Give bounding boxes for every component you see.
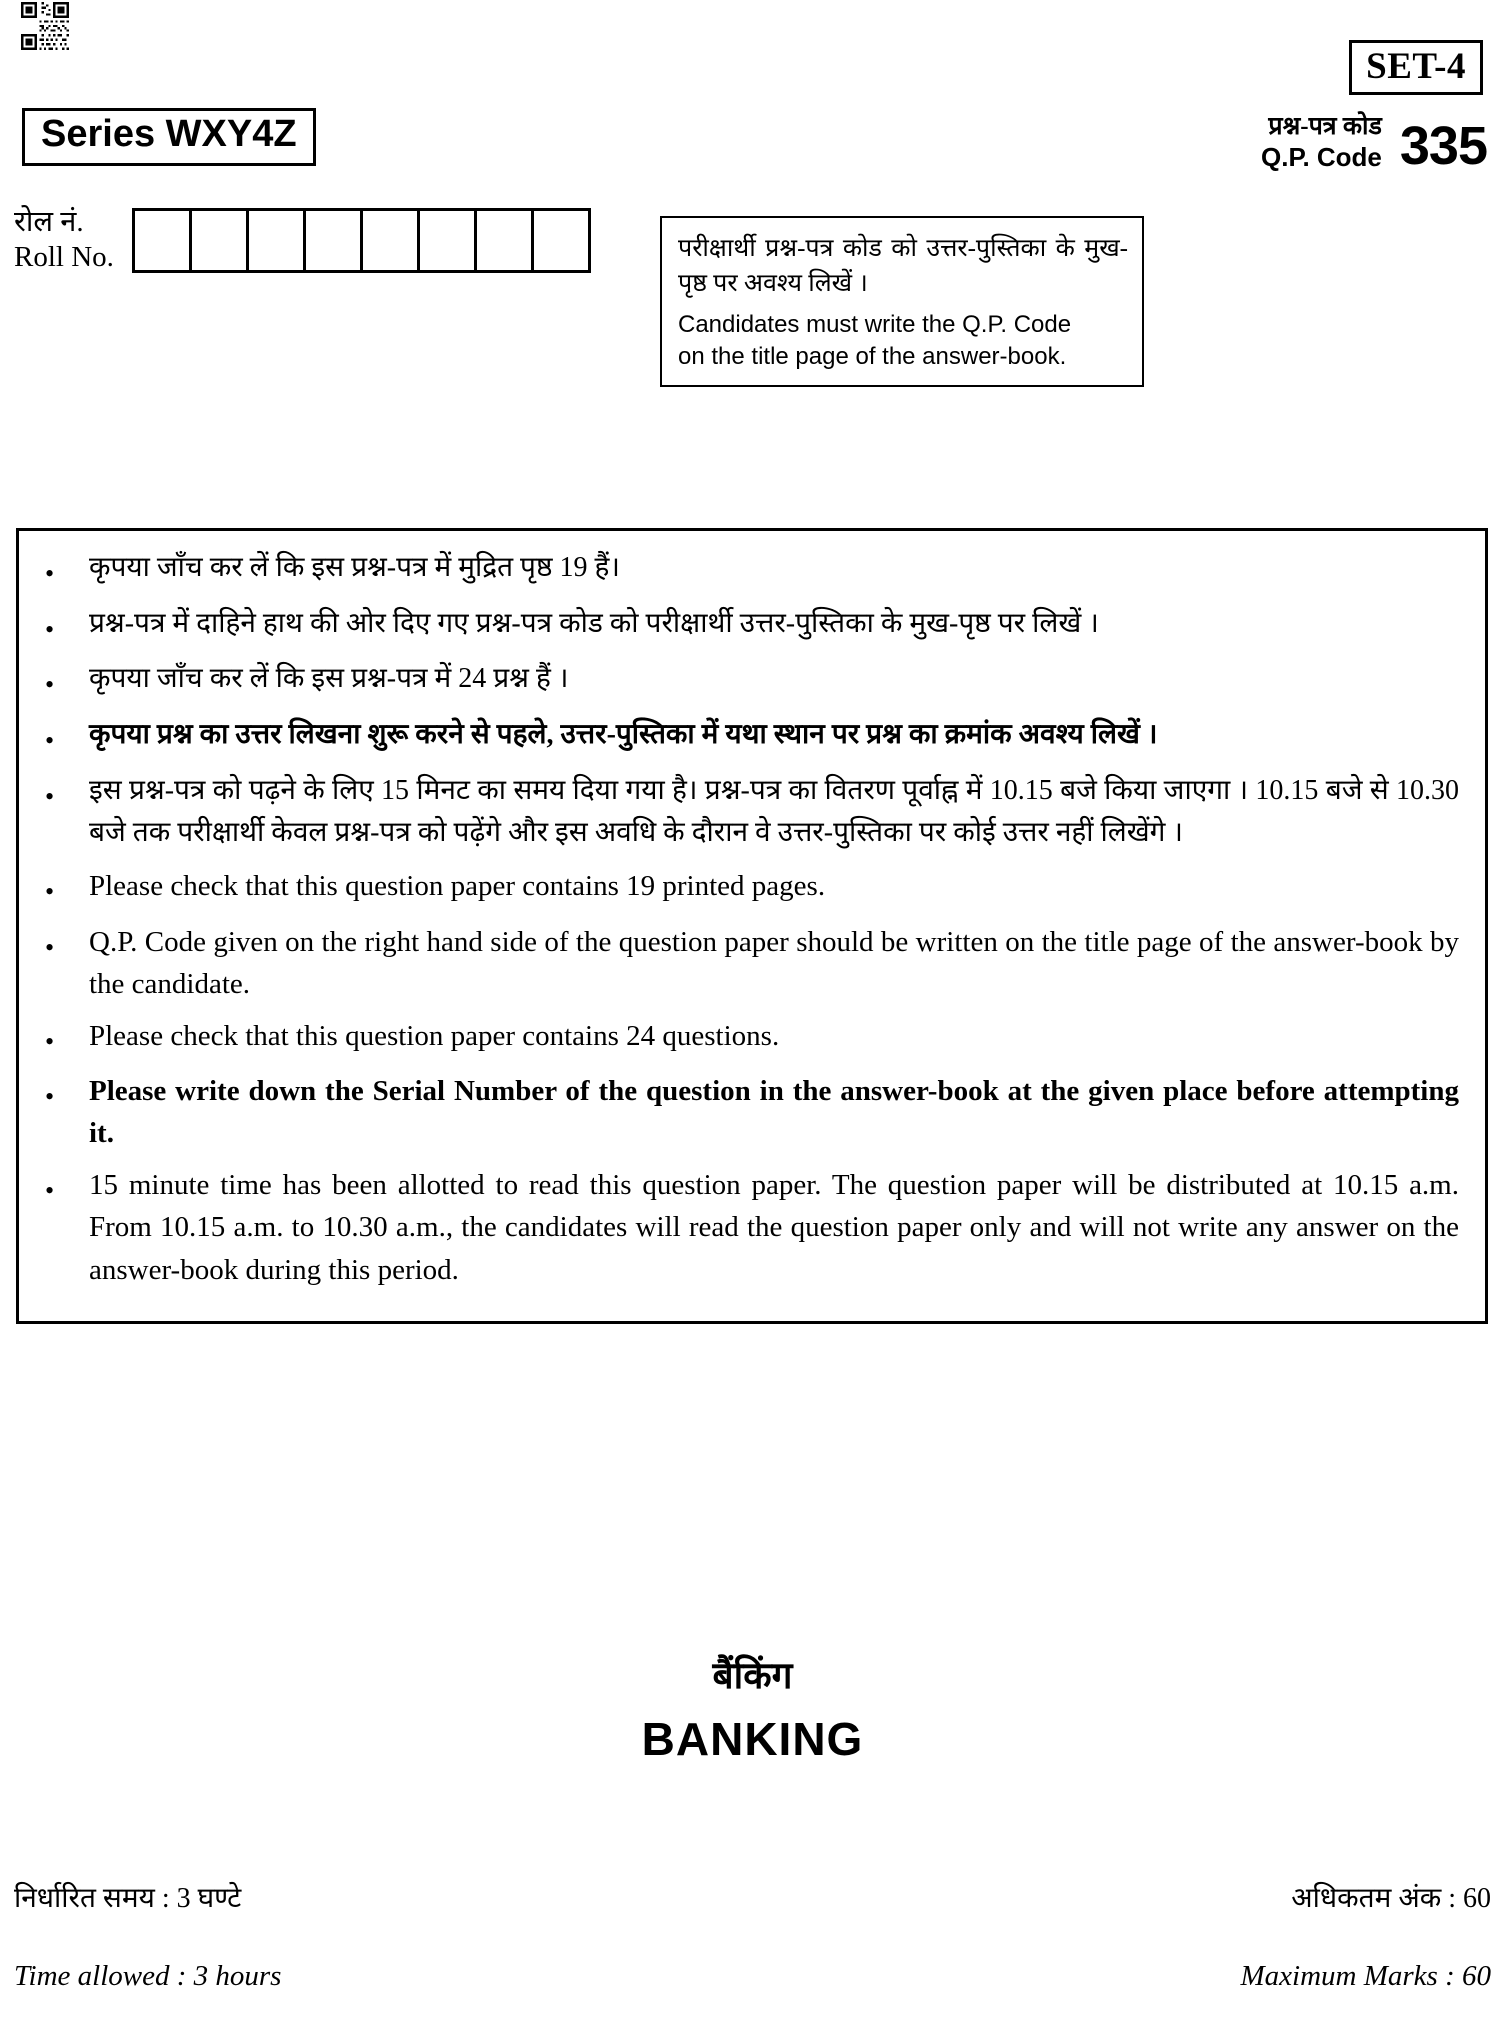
qr-code-icon — [14, 2, 76, 50]
roll-number-cell[interactable] — [192, 211, 249, 270]
footer-english-row — [14, 1960, 1491, 1993]
instruction-text: Q.P. Code given on the right hand side of the question paper should be written on the title page of the answer-book by the candidate. — [89, 925, 1459, 1000]
instruction-text: इस प्रश्न-पत्र को पढ़ने के लिए 15 मिनट का समय दिया गया है। प्रश्न-पत्र का वितरण पूर्वाह्न में 10.15 बजे किया जाएगा । 10.15 बजे से 10.30 बजे तक परीक्षार्थी केवल प्रश्न-पत्र को पढ़ेंगे और इस अवधि के दौरान वे उत्तर-पुस्तिका पर कोई उत्तर नहीं लिखेंगे । — [89, 774, 1459, 849]
maximum-marks-english: Maximum Marks : 60 — [1240, 1960, 1491, 1992]
instruction-item — [45, 770, 1459, 855]
bullet-icon: • — [45, 1026, 55, 1056]
qp-code-label-hindi: प्रश्न-पत्र कोड — [1268, 113, 1382, 140]
instruction-item — [45, 1070, 1459, 1154]
instruction-item — [45, 921, 1459, 1005]
subject-title-hindi: बैंकिंग — [712, 1656, 793, 1697]
series-label: Series WXY4Z — [41, 113, 297, 155]
bullet-icon: • — [45, 781, 55, 811]
bullet-icon: • — [45, 614, 55, 644]
roll-number-cell[interactable] — [135, 211, 192, 270]
time-allowed-hindi: निर्धारित समय : 3 घण्टे — [14, 1883, 242, 1914]
set-number-label: SET-4 — [1366, 46, 1466, 87]
roll-number-label-hindi: रोल नं. — [14, 206, 84, 238]
bullet-icon: • — [45, 726, 55, 756]
instruction-item — [45, 865, 1459, 911]
maximum-marks-hindi: अधिकतम अंक : 60 — [1291, 1883, 1491, 1914]
subject-title-english: BANKING — [641, 1713, 864, 1765]
instruction-text: कृपया जाँच कर लें कि इस प्रश्न-पत्र में मुद्रित पृष्ठ 19 हैं। — [89, 552, 620, 583]
bullet-icon: • — [45, 1176, 55, 1206]
footer-hindi-row — [14, 1878, 1491, 1916]
instruction-text: Please check that this question paper contains 19 printed pages. — [89, 869, 826, 902]
roll-number-label-english: Roll No. — [14, 241, 114, 274]
qp-code-note-english — [678, 309, 1128, 373]
qp-code-note-box — [660, 216, 1144, 387]
qp-code-note-english-line1: Candidates must write the Q.P. Code — [678, 311, 1072, 338]
roll-number-cell[interactable] — [249, 211, 306, 270]
qp-code-labels — [1261, 112, 1382, 172]
bullet-icon: • — [45, 559, 55, 588]
roll-number-labels — [14, 205, 132, 276]
instruction-text: प्रश्न-पत्र में दाहिने हाथ की ओर दिए गए प्रश्न-पत्र कोड को परीक्षार्थी उत्तर-पुस्तिका के मुख-पृष्ठ पर लिखें । — [89, 607, 1099, 639]
roll-number-cell[interactable] — [363, 211, 420, 270]
roll-number-cell[interactable] — [534, 211, 591, 270]
roll-number-cell[interactable] — [420, 211, 477, 270]
roll-number-row — [14, 205, 591, 276]
set-number-box — [1349, 40, 1483, 95]
bullet-icon: • — [45, 932, 55, 962]
instruction-item — [45, 547, 1459, 593]
instruction-text: Please check that this question paper contains 24 questions. — [89, 1019, 780, 1052]
instruction-text: कृपया जाँच कर लें कि इस प्रश्न-पत्र में 24 प्रश्न हैं । — [89, 663, 569, 695]
bullet-icon: • — [45, 1082, 55, 1112]
instructions-box — [16, 528, 1488, 1324]
qp-code-note-hindi: परीक्षार्थी प्रश्न-पत्र कोड को उत्तर-पुस्तिका के मुख-पृष्ठ पर अवश्य लिखें । — [678, 235, 1128, 297]
roll-number-cell[interactable] — [306, 211, 363, 270]
time-allowed-english: Time allowed : 3 hours — [14, 1960, 282, 1992]
instruction-item — [45, 714, 1459, 760]
instruction-item — [45, 1164, 1459, 1290]
instruction-item — [45, 658, 1459, 704]
instruction-text: 15 minute time has been allotted to read this question paper. The question paper will be distributed at 10.15 a.m. From 10.15 a.m. to 10.30 a.m., the candidates will read the question paper only and will not write any answer on the answer-book during this period. — [89, 1169, 1459, 1286]
instruction-text: Please write down the Serial Number of the question in the answer-book at the given place before attempting it. — [89, 1075, 1459, 1150]
qp-code-note-english-line2: on the title page of the answer-book. — [678, 343, 1067, 371]
roll-number-cell[interactable] — [477, 211, 534, 270]
qp-code-block — [1261, 112, 1487, 176]
qp-code-value: 335 — [1399, 115, 1487, 176]
instruction-item — [45, 1015, 1459, 1061]
series-box — [22, 108, 316, 166]
instruction-text: कृपया प्रश्न का उत्तर लिखना शुरू करने से पहले, उत्तर-पुस्तिका में यथा स्थान पर प्रश्न का क्रमांक अवश्य लिखें । — [89, 719, 1158, 751]
bullet-icon: • — [45, 670, 55, 700]
qp-code-label-english: Q.P. Code — [1261, 141, 1382, 172]
bullet-icon: • — [45, 876, 55, 906]
instruction-item — [45, 603, 1459, 649]
roll-number-grid[interactable] — [132, 208, 591, 273]
